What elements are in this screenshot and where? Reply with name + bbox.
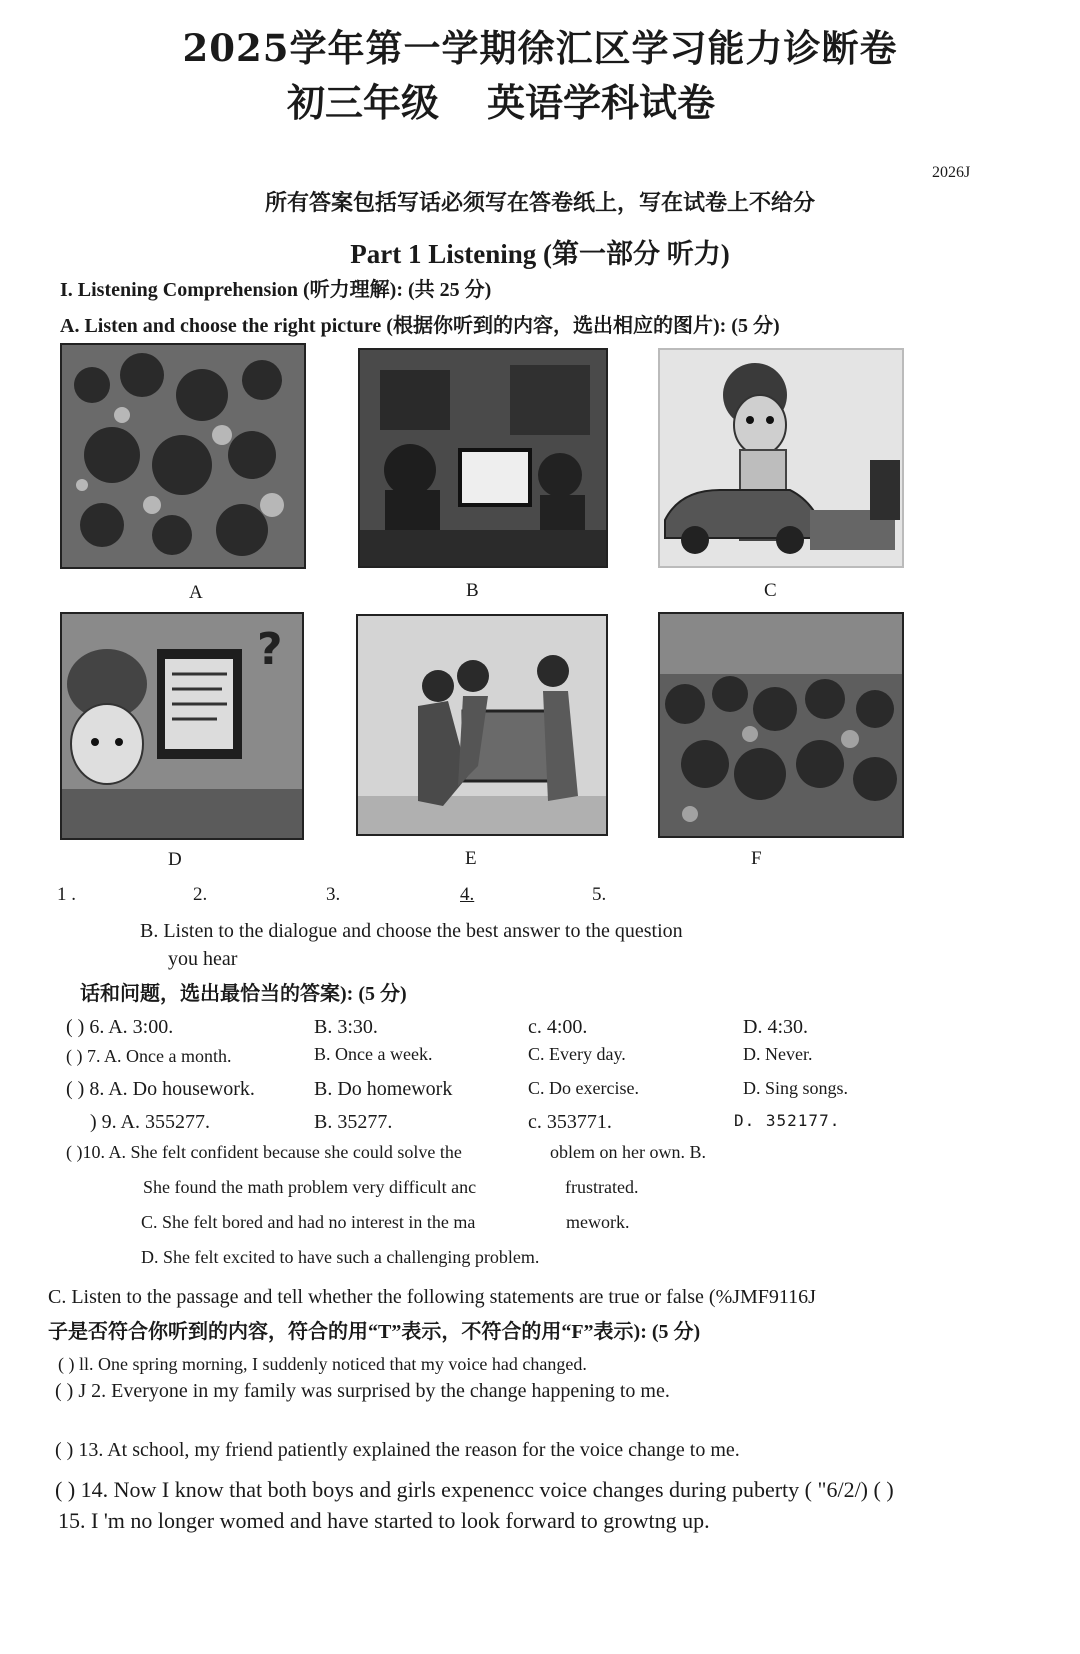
question-10-option-b: She found the math problem very difficult anc: [143, 1177, 477, 1197]
answer-number-2: 2.: [193, 884, 208, 905]
answer-number-5: 5.: [592, 884, 607, 905]
question-8-lead: ( ) 8. A. Do housework.: [66, 1078, 255, 1100]
question-10-option-a-tail: oblem on her own. B.: [550, 1142, 706, 1162]
picture-f-crowd-outdoors-image: [658, 612, 904, 838]
question-8-option-d: D. Sing songs.: [743, 1078, 849, 1098]
section-b-heading-cn: 话和问题，选出最恰当的答案): (5 分): [80, 983, 407, 1005]
statement-12: ( ) J 2. Everyone in my family was surprised by the change happening to me.: [55, 1380, 670, 1402]
question-10-option-a: ( )10. A. She felt confident because she could solve the: [66, 1142, 462, 1162]
picture-a-crowd-image: [60, 343, 306, 569]
part1-title: Part 1 Listening (第一部分 听力): [350, 239, 730, 269]
picture-f-label: F: [751, 848, 762, 869]
statement-13: ( ) 13. At school, my friend patiently explained the reason for the voice change to me.: [55, 1439, 740, 1461]
question-7-lead: ( ) 7. A. Once a month.: [66, 1046, 232, 1066]
section-b-heading-cont: you hear: [168, 948, 238, 970]
picture-e-label: E: [465, 848, 477, 869]
picture-a-label: A: [189, 582, 203, 603]
grade-title: 初三年级: [287, 80, 440, 125]
question-10-option-d: D. She felt excited to have such a challenging problem.: [141, 1247, 540, 1267]
exam-title: 2025学年第一学期徐汇区学习能力诊断卷: [182, 26, 898, 70]
question-9-option-c: c. 353771.: [528, 1111, 612, 1133]
section-b-heading: B. Listen to the dialogue and choose the best answer to the question: [140, 920, 683, 942]
section-c-heading: C. Listen to the passage and tell whether the following statements are true or false (%JMF9116J: [48, 1286, 816, 1308]
question-7-option-b: B. Once a week.: [314, 1044, 433, 1064]
picture-e-moving-box-image: [356, 614, 608, 836]
question-8-option-c: C. Do exercise.: [528, 1078, 639, 1098]
question-10-option-c: C. She felt bored and had no interest in the ma: [141, 1212, 476, 1232]
question-6-lead: ( ) 6. A. 3:00.: [66, 1016, 174, 1038]
picture-d-label: D: [168, 849, 182, 870]
picture-c-label: C: [764, 580, 777, 601]
question-9-option-d: D. 352177.: [734, 1111, 841, 1130]
question-9-lead: ) 9. A. 355277.: [90, 1111, 210, 1133]
question-6-option-c: c. 4:00.: [528, 1016, 588, 1038]
picture-c-boy-car-image: [658, 348, 904, 568]
subject-title: 英语学科试卷: [487, 80, 716, 125]
statement-15: 15. I 'm no longer womed and have started to look forward to growtng up.: [58, 1508, 710, 1533]
question-10-option-b-tail: frustrated.: [565, 1177, 639, 1197]
picture-d-girl-computer-image: [60, 612, 304, 840]
statement-11: ( ) ll. One spring morning, I suddenly noticed that my voice had changed.: [58, 1354, 587, 1374]
section-c-heading-cn: 子是否符合你听到的内容，符合的用“T”表示，不符合的用“F”表示): (5 分): [48, 1321, 701, 1343]
picture-b-label: B: [466, 580, 479, 601]
answer-number-4: 4.: [460, 884, 475, 905]
question-6-option-b: B. 3:30.: [314, 1016, 378, 1038]
question-7-option-d: D. Never.: [743, 1044, 813, 1064]
section-a-heading: A. Listen and choose the right picture (根据你听到的内容，选出相应的图片): (5 分): [60, 315, 780, 337]
section-i-heading: I. Listening Comprehension (听力理解): (共 25 分): [60, 279, 492, 301]
answer-number-1: 1 .: [57, 884, 76, 905]
answer-notice: 所有答案包括写话必须写在答卷纸上，写在试卷上不给分: [264, 190, 815, 216]
question-10-option-c-tail: mework.: [566, 1212, 630, 1232]
question-7-option-c: C. Every day.: [528, 1044, 626, 1064]
question-8-option-b: B. Do homework: [314, 1078, 453, 1100]
paper-code: 2026J: [932, 164, 971, 181]
svg-text:?: ?: [257, 624, 283, 675]
answer-number-3: 3.: [326, 884, 341, 905]
statement-14: ( ) 14. Now I know that both boys and girls expenencc voice changes during puberty ( "6/2/) ( ): [55, 1477, 894, 1502]
question-6-option-d: D. 4:30.: [743, 1016, 808, 1038]
question-9-option-b: B. 35277.: [314, 1111, 393, 1133]
picture-b-students-computer-image: [358, 348, 608, 568]
